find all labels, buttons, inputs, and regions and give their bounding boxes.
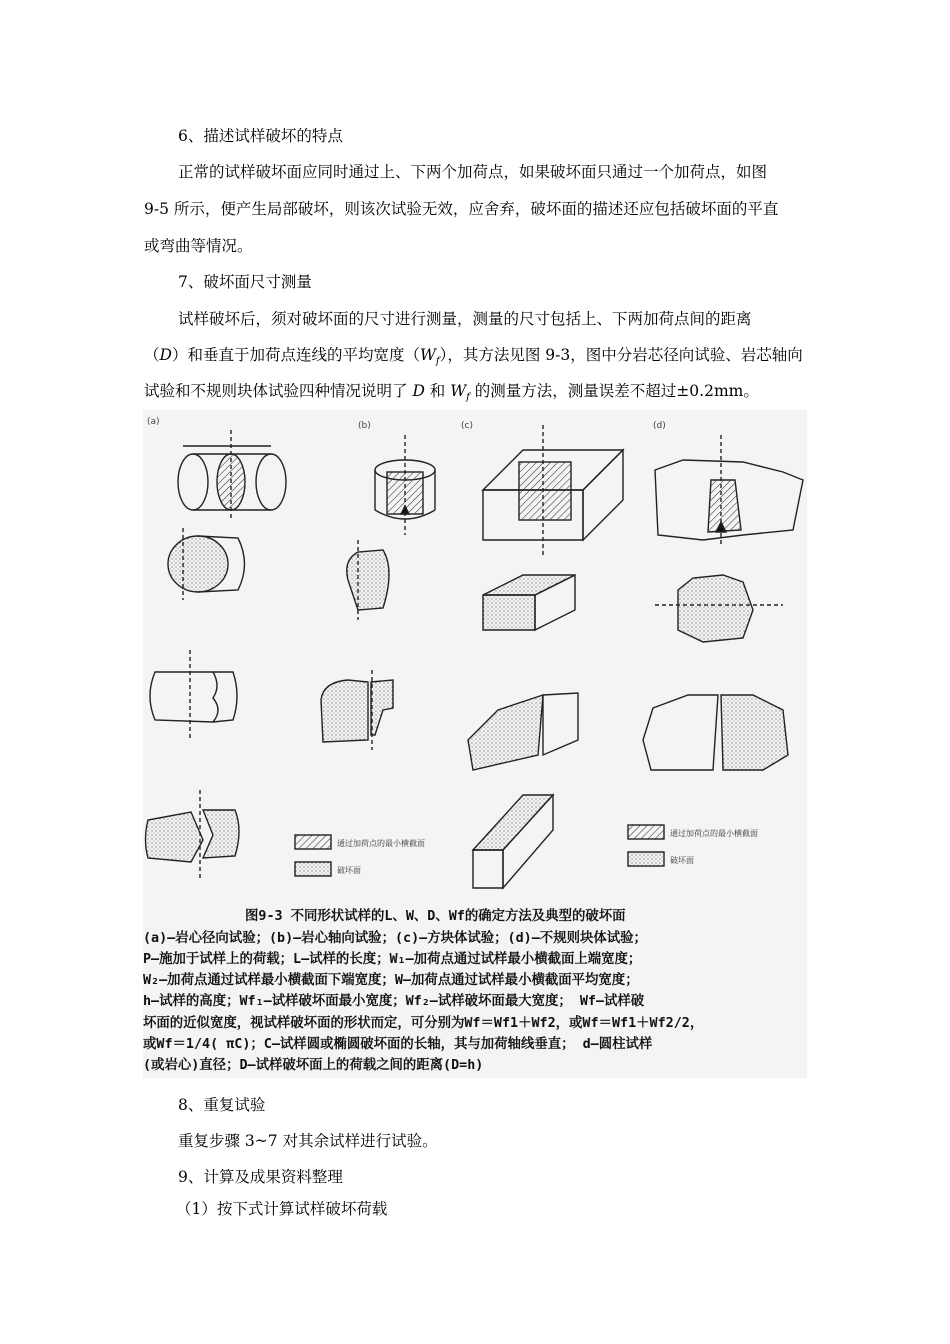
text-run: （ — [144, 346, 160, 364]
core-diametral-failure — [168, 528, 245, 600]
legend-label-2: 破坏面 — [337, 866, 361, 875]
core-diametral-break-2 — [146, 790, 240, 880]
figure-caption-line: P—施加于试样上的荷载；L—试样的长度；W₁—加荷点通过试样最小横截面上端宽度； — [143, 952, 642, 967]
symbol-d: D — [412, 382, 425, 400]
core-axial-failure — [347, 540, 389, 620]
section-6-para-line-1: 正常的试样破坏面应同时通过上、下两个加荷点，如果破坏面只通过一个加荷点，如图 — [178, 163, 768, 181]
figure-caption-line: (a)—岩心径向试验；(b)—岩心轴向试验；(c)—方块体试验；(d)—不规则块体试验； — [143, 931, 647, 946]
block-specimen — [483, 425, 623, 555]
section-9-item-1: （1）按下式计算试样破坏荷载 — [176, 1200, 388, 1218]
section-7-para-line-1: 试样破坏后，须对破坏面的尺寸进行测量，测量的尺寸包括上、下两加荷点间的距离 — [178, 310, 752, 328]
panel-label-b: (b) — [358, 421, 371, 431]
figure-caption-line: W₂—加荷点通过试样最小横截面下端宽度；W—加荷点通过试样最小横截面平均宽度； — [143, 973, 639, 988]
irregular-break — [643, 695, 788, 770]
panel-label-c: (c) — [461, 421, 473, 431]
figure-caption-line: 或Wf＝1/4( πC)；C—试样圆或椭圆破坏面的长轴，其与加荷轴线垂直； d—圆柱试样 — [143, 1037, 653, 1052]
irregular-specimen — [655, 435, 803, 545]
section-7-para-line-3 — [144, 381, 759, 408]
block-break-2 — [473, 795, 553, 888]
figure-drawings — [143, 410, 807, 900]
section-9-heading: 9、计算及成果资料整理 — [178, 1168, 343, 1186]
figure-9-3 — [143, 410, 807, 1078]
section-8-heading: 8、重复试验 — [178, 1096, 266, 1114]
figure-caption-line: (或岩心)直径；D—试样破坏面上的荷载之间的距离(D=h) — [143, 1058, 484, 1073]
text-run: ），其方法见图 9-3，图中分岩芯径向试验、岩芯轴向 — [439, 346, 803, 364]
block-failure — [483, 575, 575, 630]
legend — [295, 825, 758, 876]
core-axial-break — [321, 670, 393, 750]
core-diametral-break — [150, 650, 237, 740]
section-6-para-line-2: 9-5 所示，便产生局部破坏，则该次试验无效，应舍弃，破坏面的描述还应包括破坏面的平直 — [144, 200, 779, 218]
subscript-f: f — [466, 392, 470, 404]
symbol-w: W — [419, 346, 436, 364]
legend-label-3: 通过加荷点的最小横截面 — [670, 829, 758, 838]
symbol-d: D — [159, 346, 172, 364]
text-run: 的测量方法，测量误差不超过±0.2mm。 — [469, 382, 759, 400]
section-7-para-line-2 — [144, 345, 803, 372]
block-break — [468, 693, 578, 770]
panel-label-a: (a) — [147, 417, 160, 427]
legend-label-4: 破坏面 — [670, 856, 694, 865]
symbol-w: W — [450, 382, 467, 400]
section-8-para: 重复步骤 3~7 对其余试样进行试验。 — [178, 1132, 438, 1150]
text-run: ）和垂直于加荷点连线的平均宽度（ — [171, 346, 420, 364]
section-6-para-line-3: 或弯曲等情况。 — [144, 237, 253, 255]
figure-caption-line: h—试样的高度；Wf₁—试样破坏面最小宽度；Wf₂—试样破坏面最大宽度； Wf—试样破 — [143, 994, 645, 1009]
legend-label-1: 通过加荷点的最小横截面 — [337, 839, 425, 848]
core-axial-specimen — [375, 435, 435, 535]
figure-caption-line: 坏面的近似宽度，视试样破坏面的形状而定，可分别为Wf＝Wf1＋Wf2，或Wf＝Wf1＋Wf2/2， — [143, 1016, 704, 1031]
panel-label-d: (d) — [653, 421, 666, 431]
core-diametral-specimen — [178, 430, 286, 520]
section-7-heading: 7、破坏面尺寸测量 — [178, 273, 312, 291]
figure-caption-title: 图9-3 不同形状试样的L、W、D、Wf的确定方法及典型的破坏面 — [245, 909, 626, 924]
text-run: 和 — [424, 382, 451, 400]
irregular-failure — [655, 575, 783, 642]
section-6-heading: 6、描述试样破坏的特点 — [178, 127, 343, 145]
text-run: 试验和不规则块体试验四种情况说明了 — [144, 382, 413, 400]
subscript-f: f — [435, 356, 440, 368]
